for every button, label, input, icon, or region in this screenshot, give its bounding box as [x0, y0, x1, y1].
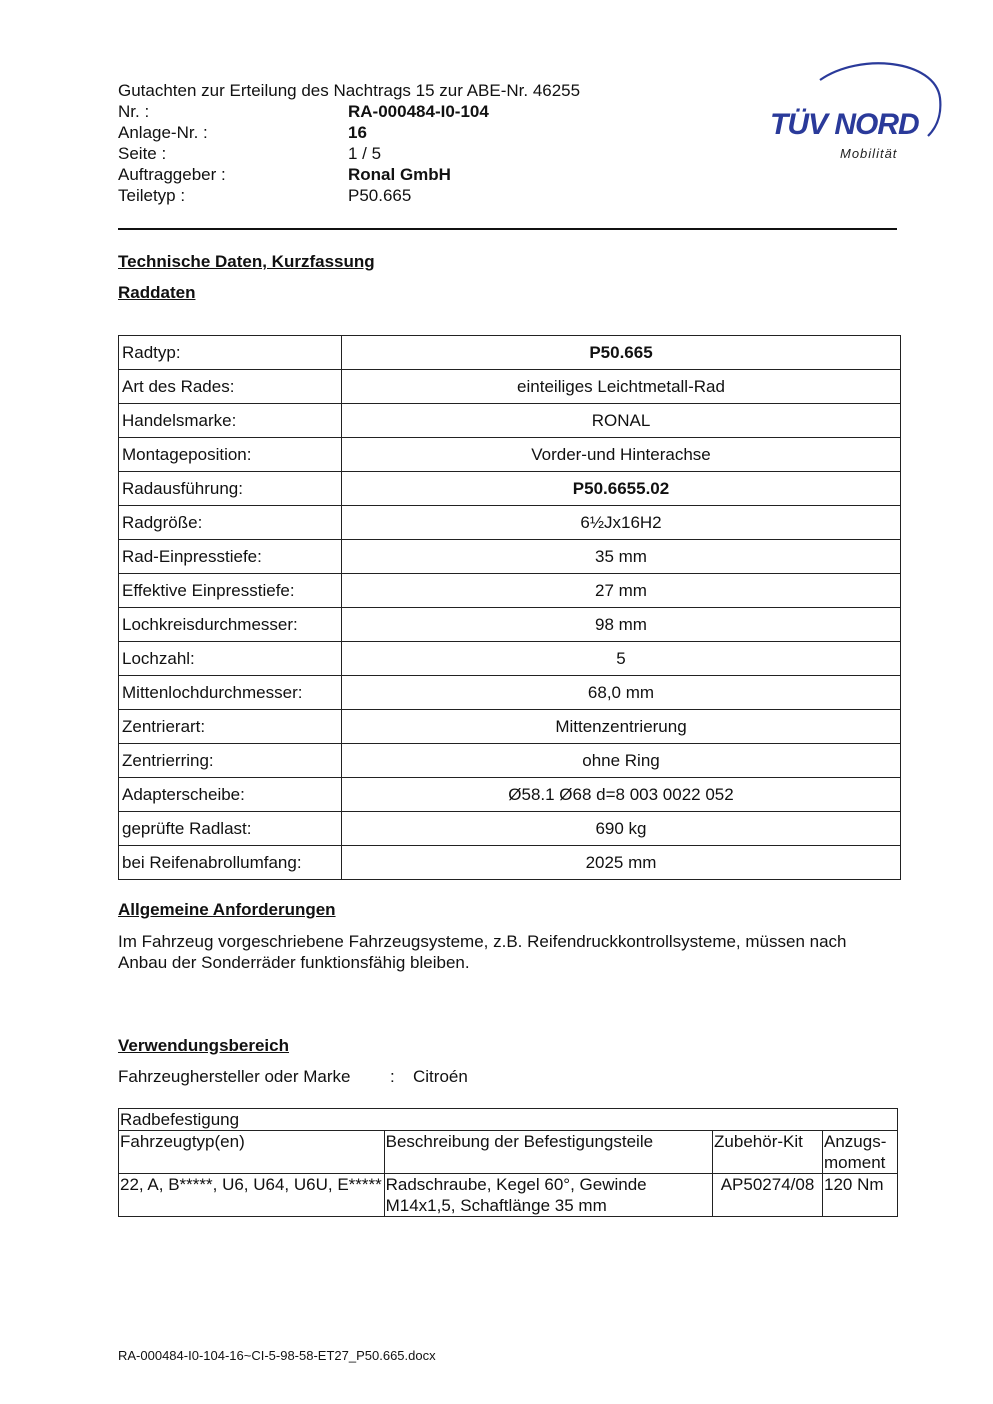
wheel-data-value: einteiliges Leichtmetall-Rad: [342, 370, 901, 404]
wheel-data-label: Radtyp:: [119, 336, 342, 370]
fixing-caption: Radbefestigung: [119, 1109, 898, 1131]
maker-separator: :: [390, 1067, 395, 1086]
section-subtitle: Raddaten: [118, 283, 196, 302]
report-title: Gutachten zur Erteilung des Nachtrags 15 zur ABE-Nr. 46255: [118, 81, 581, 100]
header-divider: [118, 228, 897, 230]
wheel-data-row: [119, 642, 901, 676]
header-value: RA-000484-I0-104: [348, 102, 489, 121]
wheel-data-row: [119, 710, 901, 744]
header-label: Seite :: [118, 144, 167, 163]
wheel-data-row: [119, 846, 901, 880]
wheel-data-row: [119, 438, 901, 472]
requirements-title: Allgemeine Anforderungen: [118, 900, 336, 919]
tuv-nord-logo: [760, 58, 945, 168]
header-label: Teiletyp :: [118, 186, 186, 205]
fixing-table: [118, 1108, 898, 1217]
wheel-data-row: [119, 336, 901, 370]
wheel-data-row: [119, 812, 901, 846]
header-value: Ronal GmbH: [348, 165, 451, 184]
wheel-data-label: Lochkreisdurchmesser:: [119, 608, 342, 642]
requirements-text: Im Fahrzeug vorgeschriebene Fahrzeugsysteme, z.B. Reifendruckkontrollsysteme, müssen nach Anbau der Sonderräder funktionsfähig bleiben.: [118, 932, 847, 972]
section-title: Technische Daten, Kurzfassung: [118, 252, 375, 271]
wheel-data-row: [119, 744, 901, 778]
fixing-cell-vehicle-types: 22, A, B*****, U6, U64, U6U, E*****: [119, 1174, 385, 1217]
wheel-data-value: 690 kg: [342, 812, 901, 846]
fixing-cell-torque: 120 Nm: [823, 1174, 898, 1217]
wheel-data-value: Ø58.1 Ø68 d=8 003 0022 052: [342, 778, 901, 812]
logo-sub-text: Mobilität: [840, 146, 898, 161]
header-row-seite: [118, 143, 580, 164]
header-row-nr: [118, 101, 580, 122]
wheel-data-row: [119, 676, 901, 710]
wheel-data-value: Mittenzentrierung: [342, 710, 901, 744]
wheel-data-label: Rad-Einpresstiefe:: [119, 540, 342, 574]
wheel-data-row: [119, 370, 901, 404]
header-value: P50.665: [348, 186, 412, 205]
wheel-data-label: Zentrierring:: [119, 744, 342, 778]
wheel-data-label: Radgröße:: [119, 506, 342, 540]
fixing-header-cell: Zubehör-Kit: [713, 1131, 823, 1174]
maker-value: Citroén: [413, 1067, 468, 1086]
wheel-data-body: [119, 336, 901, 880]
wheel-data-label: bei Reifenabrollumfang:: [119, 846, 342, 880]
footer-filename: RA-000484-I0-104-16~CI-5-98-58-ET27_P50.665.docx: [118, 1348, 436, 1363]
wheel-data-value: 6½Jx16H2: [342, 506, 901, 540]
wheel-data-value: 5: [342, 642, 901, 676]
wheel-data-value: Vorder-und Hinterachse: [342, 438, 901, 472]
header-value: 16: [348, 123, 367, 142]
wheel-data-value: P50.6655.02: [342, 472, 901, 506]
header-label: Nr. :: [118, 102, 150, 121]
header-label: Anlage-Nr. :: [118, 123, 208, 142]
wheel-data-value: 27 mm: [342, 574, 901, 608]
wheel-data-label: Effektive Einpresstiefe:: [119, 574, 342, 608]
maker-label: Fahrzeughersteller oder Marke: [118, 1067, 351, 1086]
wheel-data-row: [119, 608, 901, 642]
header-row-anlage: [118, 122, 580, 143]
wheel-data-value: 35 mm: [342, 540, 901, 574]
fixing-header-cell: Fahrzeugtyp(en): [119, 1131, 385, 1174]
wheel-data-label: Art des Rades:: [119, 370, 342, 404]
header-row-teiletyp: [118, 185, 580, 206]
fixing-header-cell: Beschreibung der Befestigungsteile: [384, 1131, 712, 1174]
fixing-cell-kit: AP50274/08: [713, 1174, 823, 1217]
wheel-data-table: [118, 335, 901, 880]
wheel-data-row: [119, 404, 901, 438]
wheel-data-label: Handelsmarke:: [119, 404, 342, 438]
wheel-data-row: [119, 778, 901, 812]
fixing-cell-description: Radschraube, Kegel 60°, Gewinde M14x1,5, Schaftlänge 35 mm: [384, 1174, 712, 1217]
wheel-data-value: 2025 mm: [342, 846, 901, 880]
fixing-row: [119, 1174, 898, 1217]
wheel-data-value: 98 mm: [342, 608, 901, 642]
logo-brand-text: TÜV NORD: [770, 108, 919, 141]
maker-line: [118, 1067, 468, 1087]
wheel-data-value: P50.665: [342, 336, 901, 370]
wheel-data-label: Zentrierart:: [119, 710, 342, 744]
wheel-data-label: Radausführung:: [119, 472, 342, 506]
wheel-data-label: geprüfte Radlast:: [119, 812, 342, 846]
fixing-header-row: [119, 1131, 898, 1174]
header-value: 1 / 5: [348, 144, 382, 163]
fixing-header-cell: Anzugs-moment: [823, 1131, 898, 1174]
wheel-data-row: [119, 472, 901, 506]
wheel-data-row: [119, 574, 901, 608]
wheel-data-label: Lochzahl:: [119, 642, 342, 676]
usage-title: Verwendungsbereich: [118, 1036, 289, 1055]
wheel-data-label: Montageposition:: [119, 438, 342, 472]
document-header: [118, 80, 580, 206]
wheel-data-row: [119, 540, 901, 574]
wheel-data-value: RONAL: [342, 404, 901, 438]
header-row-auftraggeber: [118, 164, 580, 185]
wheel-data-row: [119, 506, 901, 540]
wheel-data-value: ohne Ring: [342, 744, 901, 778]
wheel-data-label: Adapterscheibe:: [119, 778, 342, 812]
wheel-data-label: Mittenlochdurchmesser:: [119, 676, 342, 710]
wheel-data-value: 68,0 mm: [342, 676, 901, 710]
header-label: Auftraggeber :: [118, 165, 226, 184]
